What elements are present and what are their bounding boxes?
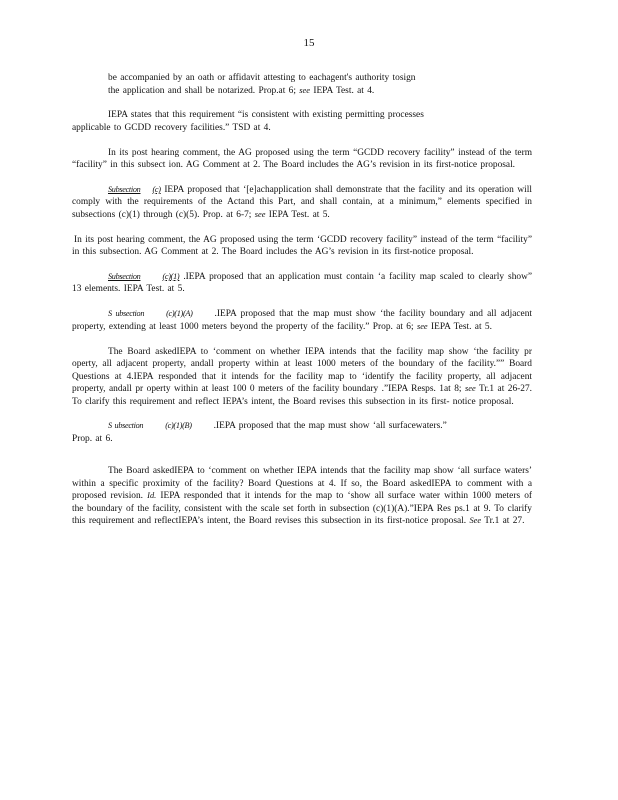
subsection-label: S ubsection bbox=[108, 309, 145, 319]
citation-signal: see bbox=[299, 85, 310, 95]
paragraph-line: Prop. at 6. bbox=[72, 433, 113, 444]
paragraph-line bbox=[72, 420, 532, 433]
paragraph-text: IEPA proposed that ‘[e]achapplication shall demonstrate that the facility and its operation will comply with the requirements of the Actand this Part, and shall contain, at a minimum,” elements specified in subsections (c)(1) through (c)(5). Prop. at 6-7; bbox=[72, 184, 532, 220]
paragraph-text: IEPA Test. at 5. bbox=[430, 321, 492, 332]
citation-signal: see bbox=[416, 321, 428, 331]
paragraph-text: .IEPA proposed that an application must contain ‘a facility map scaled to clearly show” 13 elements. IEPA Test. at 5. bbox=[72, 271, 532, 295]
subsection-label: S ubsection bbox=[108, 421, 144, 431]
subsection-reference: (c) bbox=[152, 184, 161, 194]
paragraph-oath-requirement bbox=[72, 72, 532, 97]
subsection-reference: (c)(1) bbox=[162, 271, 180, 281]
paragraph-text: Tr.1 at 27. bbox=[484, 516, 525, 527]
paragraph-text: Tr.1 at 26-27. To clarify this requirement and reflect IEPA’s intent, the Board revises this subsection in its first- notice proposal. bbox=[72, 384, 532, 407]
subsection-reference: (c)(1)(B) bbox=[165, 421, 192, 431]
citation-signal: See bbox=[469, 516, 482, 526]
paragraph-iepa-states bbox=[72, 109, 532, 134]
paragraph-ag-comment-1: In its post hearing comment, the AG proposed using the term “GCDD recovery facility” instead of the term “facility” in this subsect ion. AG Comment at 2. The Board includes the AG’s revision in its first-notice proposal. bbox=[72, 147, 532, 171]
paragraph-text: The Board askedIEPA to ‘comment on whether IEPA intends that the facility map show ‘the facility pr operty, all adjacent property, andall property within at least 1000 meters of the boundary of the facility.”” Board Questions at 4.IEPA responded that it intends for the facility map to ‘identify the facility property, all adjacent property, andall pr operty within at least 100 0 meters of the facility boundary .”IEPA Resps. 1at 8; bbox=[72, 346, 532, 395]
paragraph-text: .IEPA proposed that the map must show ‘all surfacewaters.” bbox=[213, 421, 447, 432]
paragraph-subsection-c1b bbox=[72, 420, 532, 445]
paragraph-board-question-2 bbox=[72, 465, 532, 528]
paragraph-line: applicable to GCDD recovery facilities.” TSD at 4. bbox=[72, 122, 271, 133]
paragraph-line: IEPA states that this requirement “is consistent with existing permitting processes bbox=[108, 110, 424, 121]
paragraph-text: the application and shall be notarized. Prop.at 6; bbox=[108, 85, 296, 96]
paragraph-line bbox=[108, 85, 532, 98]
paragraph-subsection-c1 bbox=[72, 271, 532, 296]
subsection-label: Subsection bbox=[108, 184, 141, 194]
subsection-reference: (c)(1)(A) bbox=[166, 309, 193, 319]
paragraph-text: The Board askedIEPA to ‘comment on whether IEPA intends that the facility map show ‘all surface waters’ within a specific proximity of the facility? Board Questions at 4. If so, the Board askedIEPA to comment with a proposed revision. bbox=[72, 466, 532, 502]
paragraph-text: IEPA Test. at 5. bbox=[268, 209, 330, 220]
paragraph-text: .IEPA proposed that the map must show ‘the facility boundary and all adjacent property, extending at least 1000 meters beyond the property of the facility.” Prop. at 6; bbox=[72, 309, 532, 332]
paragraph-text: IEPA responded that it intends for the map to ‘show all surface water within 1000 meters of the boundary of the facility, consistent with the scale set forth in subsection (c)(1)(A).”IEPA Res ps.1 at 9. To clarify this requirement and reflectIEPA’s intent, the Board revises this subsection in its first-notice proposal. bbox=[72, 491, 533, 527]
citation-signal: Id. bbox=[147, 491, 157, 501]
citation-signal: see bbox=[254, 209, 266, 219]
subsection-label: Subsection bbox=[108, 271, 141, 281]
paragraph-text: IEPA Test. at 4. bbox=[313, 85, 375, 96]
paragraph-ag-comment-2: In its post hearing comment, the AG proposed using the term ‘GCDD recovery facility” instead of the term “facility” in this subsection. AG Comment at 2. The Board includes the AG’s revision in its first-notice proposal. bbox=[72, 234, 532, 258]
paragraph-subsection-c1a bbox=[72, 308, 532, 333]
paragraph-line: be accompanied by an oath or affidavit attesting to eachagent's authority tosign bbox=[108, 73, 416, 83]
paragraph-subsection-c bbox=[72, 184, 532, 222]
page-number: 15 bbox=[303, 37, 315, 49]
paragraph-board-question-1 bbox=[72, 346, 532, 409]
citation-signal: see bbox=[465, 384, 476, 394]
document-body bbox=[72, 72, 532, 540]
